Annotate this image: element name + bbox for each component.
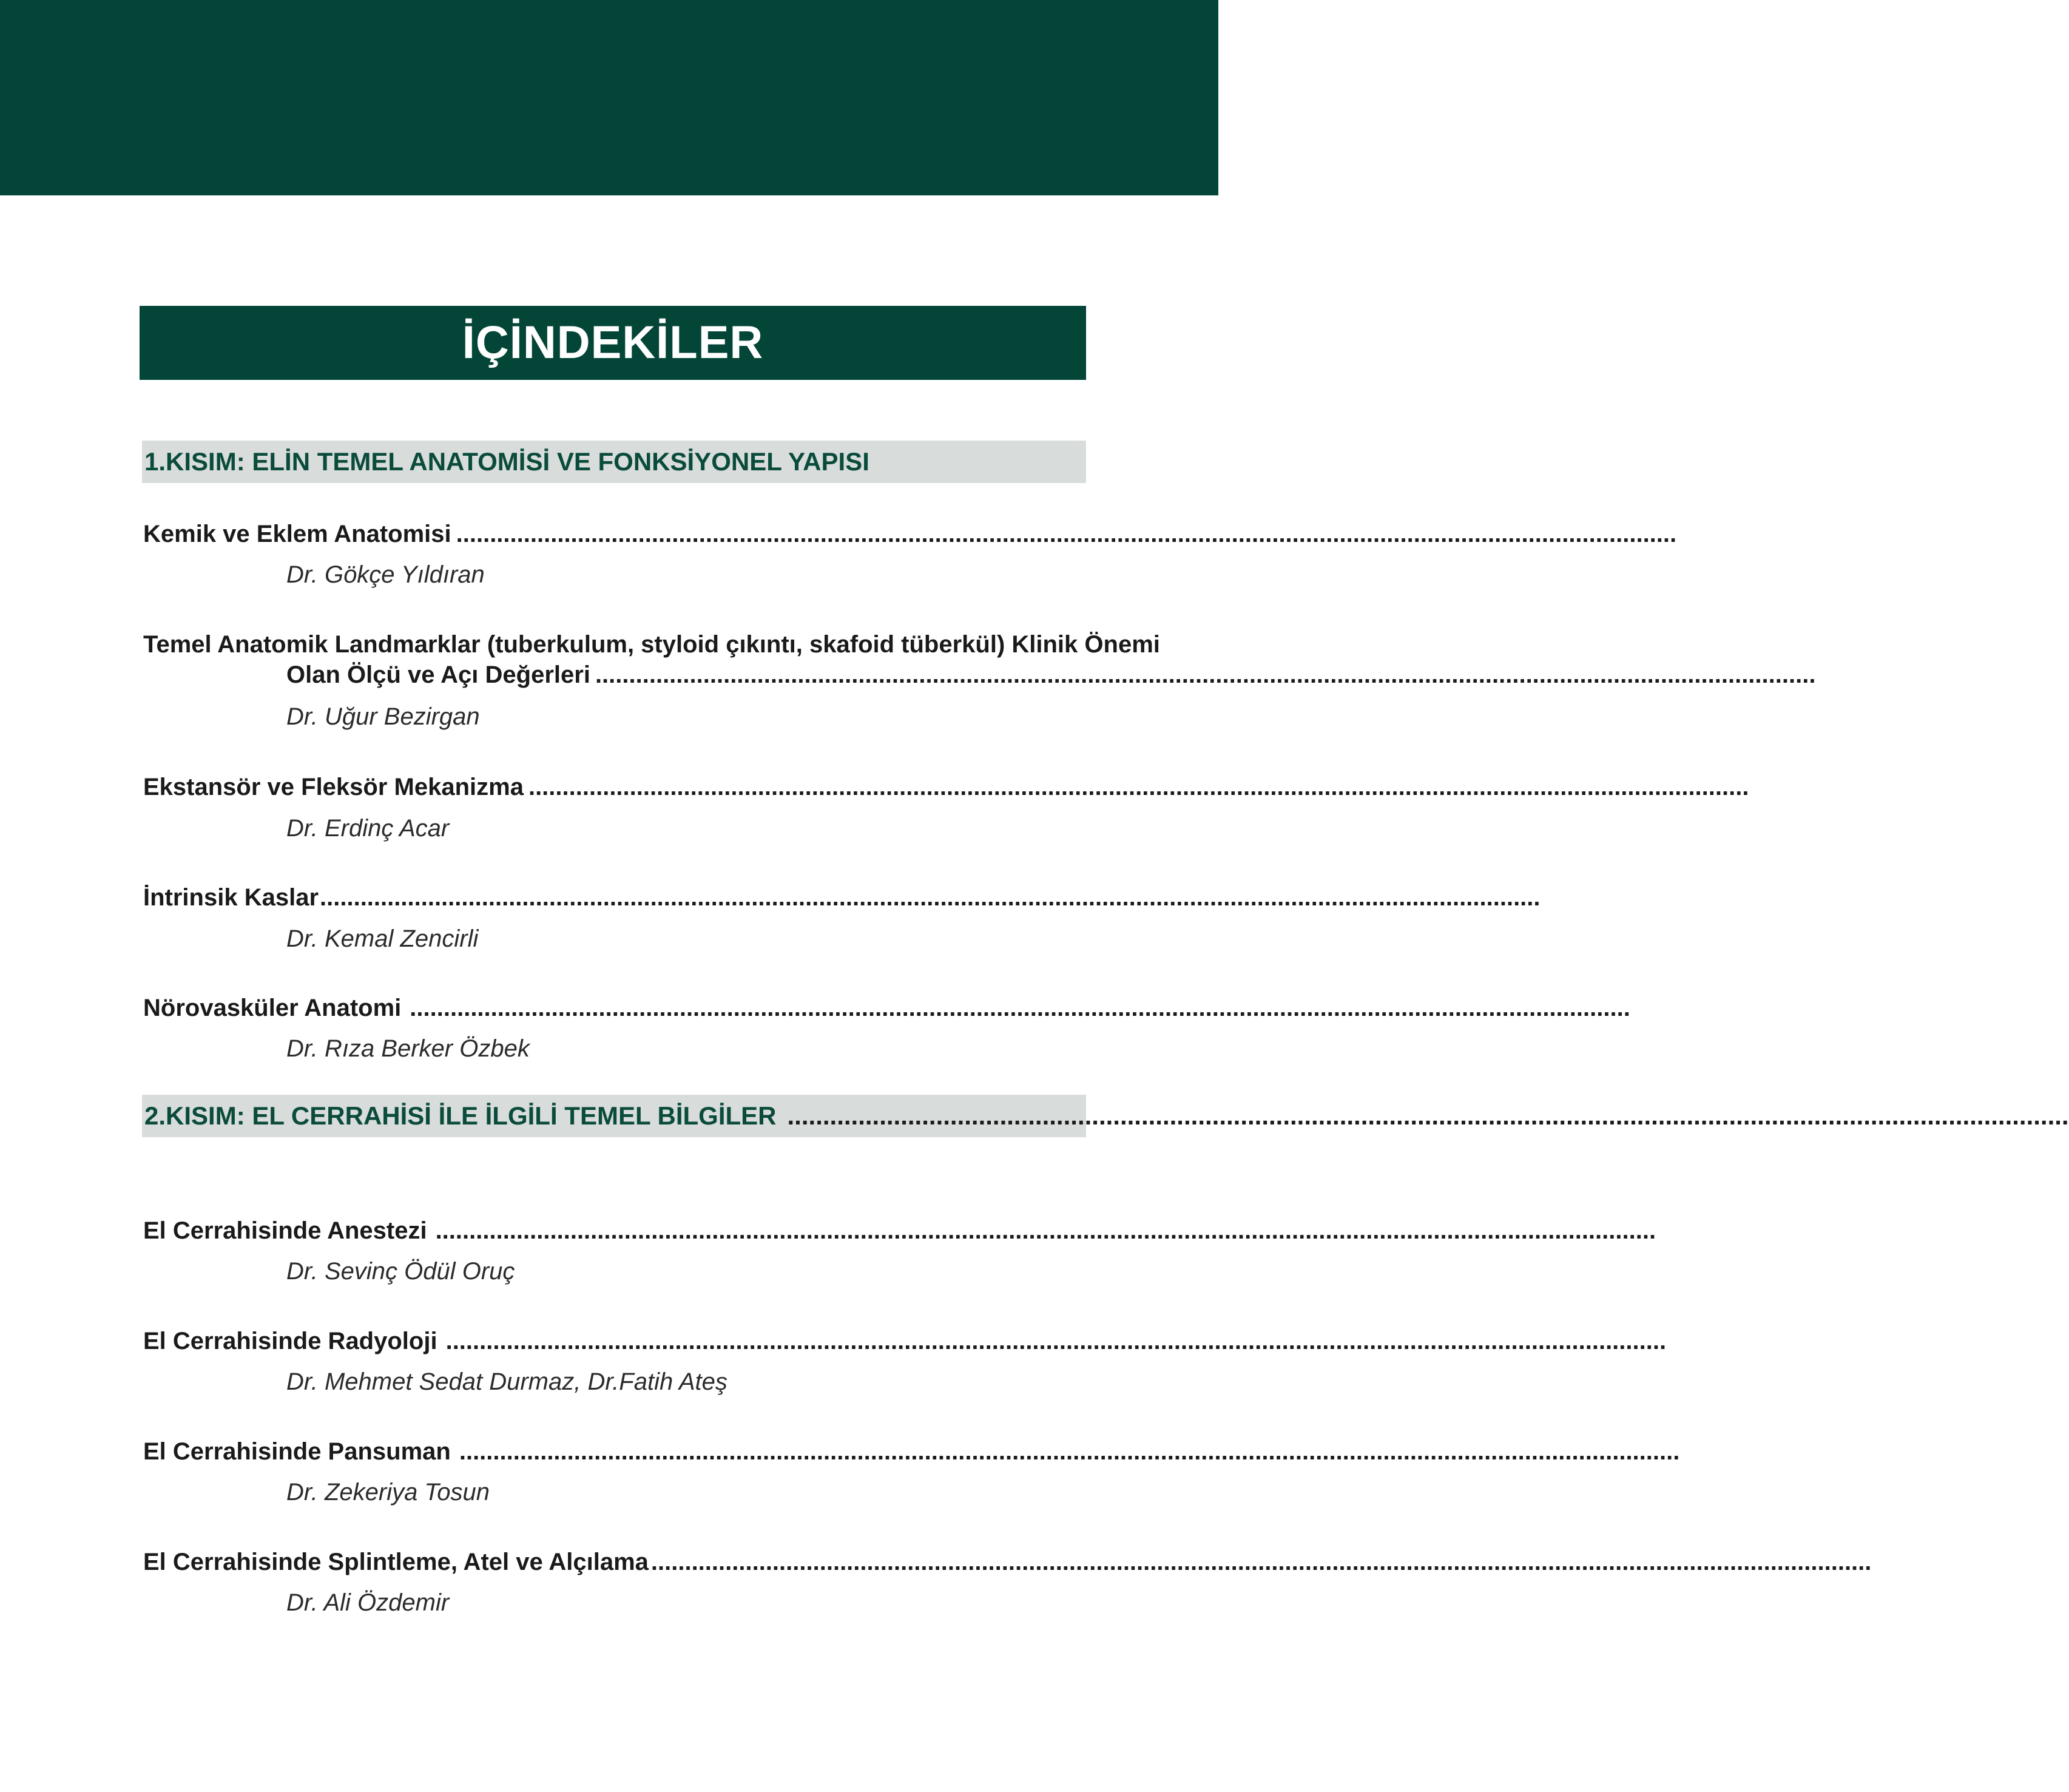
dot-leader: ..................................................................................................................................................................................... [410,995,1630,1021]
toc-entry-title[interactable] [143,629,1816,690]
toc-entry-author: Dr. Mehmet Sedat Durmaz, Dr.Fatih Ateş [286,1368,727,1395]
toc-entry-author: Dr. Uğur Bezirgan [286,703,480,730]
toc-entry-author: Dr. Sevinç Ödül Oruç [286,1258,515,1285]
toc-entry-title[interactable] [143,772,1749,802]
section-heading-text: 2.KISIM: EL CERRAHİSİ İLE İLGİLİ TEMEL BİLGİLER [144,1101,777,1130]
toc-entry-author: Dr. Rıza Berker Özbek [286,1035,530,1062]
toc-entry-author: Dr. Erdinç Acar [286,815,450,842]
toc-entry-title[interactable] [143,1547,1872,1577]
toc-entry-author: Dr. Zekeriya Tosun [286,1479,490,1506]
section-heading-2 [142,1095,2069,1137]
entry-title-text: Kemik ve Eklem Anatomisi [143,521,451,547]
page-title: İÇİNDEKİLER [140,306,1086,380]
entry-title-text: Ekstansör ve Fleksör Mekanizma [143,774,524,800]
dot-leader: ..................................................................................................................................................................................... [595,661,1816,688]
section-heading-text: 1.KISIM: ELİN TEMEL ANATOMİSİ VE FONKSİYONEL YAPISI [144,447,869,476]
header-band [0,0,1218,195]
toc-entry-title[interactable] [143,519,1677,549]
section-heading-1 [142,441,1086,483]
toc-entry-author: Dr. Gökçe Yıldıran [286,561,485,588]
entry-title-text: El Cerrahisinde Splintleme, Atel ve Alçılama [143,1549,649,1575]
entry-title-text: El Cerrahisinde Pansuman [143,1438,451,1465]
entry-title-text: El Cerrahisinde Radyoloji [143,1328,437,1354]
toc-entry-title[interactable] [143,993,1630,1023]
toc-entry-author: Dr. Kemal Zencirli [286,925,479,952]
entry-title-text: Olan Ölçü ve Açı Değerleri [286,661,590,688]
dot-leader: ..................................................................................................................................................................................... [528,774,1749,800]
toc-entry-author: Dr. Ali Özdemir [286,1589,450,1616]
dot-leader: ..................................................................................................................................................................................... [456,521,1677,547]
entry-title-text: El Cerrahisinde Anestezi [143,1217,427,1244]
dot-leader: ..................................................................................................................................................................................... [787,1101,2069,1130]
dot-leader: ..................................................................................................................................................................................... [435,1217,1656,1244]
toc-entry-title[interactable] [143,882,1541,913]
dot-leader: ..................................................................................................................................................................................... [459,1438,1680,1465]
toc-entry-title[interactable] [143,1326,1667,1356]
dot-leader: ..................................................................................................................................................................................... [650,1549,1872,1575]
entry-title-text: Nörovasküler Anatomi [143,995,402,1021]
entry-title-continuation [143,660,1816,690]
toc-entry-title[interactable] [143,1216,1656,1246]
dot-leader: ..................................................................................................................................................................................... [445,1328,1667,1354]
entry-title-text: Temel Anatomik Landmarklar (tuberkulum, styloid çıkıntı, skafoid tüberkül) Klinik Önemi [143,631,1160,658]
entry-title-text: İntrinsik Kaslar [143,884,319,911]
dot-leader: ..................................................................................................................................................................................... [320,884,1541,911]
toc-entry-title[interactable] [143,1436,1680,1467]
